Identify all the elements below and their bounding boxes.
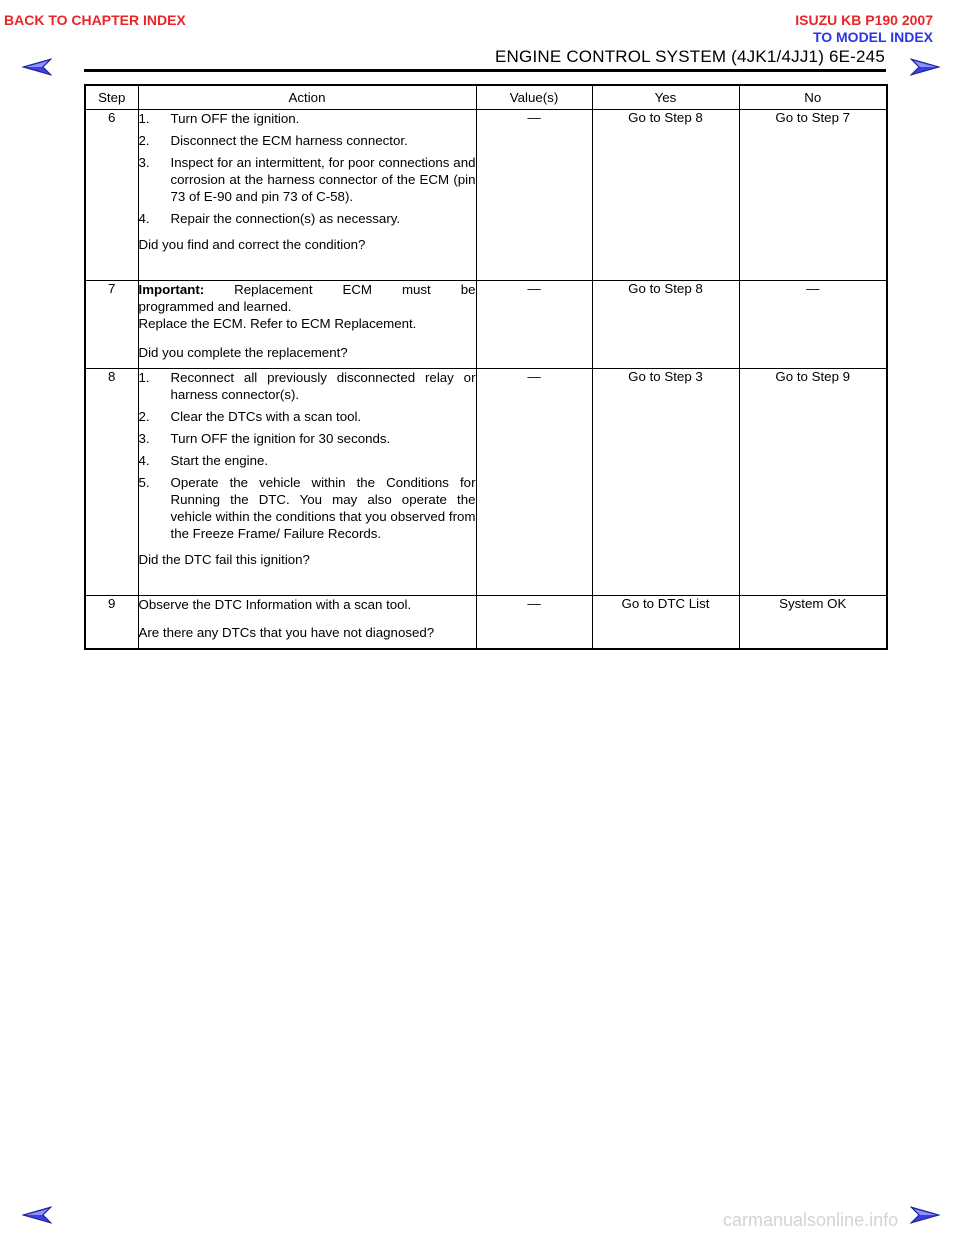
yes-result: Go to Step 8 [592, 110, 739, 281]
value-cell: — [476, 596, 592, 649]
footer-site-watermark: carmanualsonline.info [723, 1210, 899, 1230]
next-page-arrow-icon[interactable] [910, 1206, 940, 1224]
value-cell: — [476, 369, 592, 596]
instruction-text: Replace the ECM. Refer to ECM Replacement. [138, 316, 417, 331]
no-result: Go to Step 7 [739, 110, 887, 281]
page-title: ENGINE CONTROL SYSTEM (4JK1/4JJ1) 6E-245 [495, 47, 885, 66]
important-note: Important: Replacement ECM must be programmed and learned. [138, 282, 476, 314]
column-header-values: Value(s) [476, 85, 592, 110]
list-item: 4. Start the engine. [138, 453, 269, 468]
list-item: 2. Clear the DTCs with a scan tool. [138, 409, 362, 424]
list-item: 2. Disconnect the ECM harness connector. [138, 133, 408, 148]
step-number: 7 [85, 281, 138, 369]
step-number: 9 [85, 596, 138, 649]
table-row [85, 369, 887, 596]
action-cell [138, 596, 476, 649]
list-item: 4. Repair the connection(s) as necessary. [138, 211, 401, 226]
column-header-step: Step [85, 85, 138, 110]
list-item: 3. Inspect for an intermittent, for poor connections and corrosion at the harness connector of the ECM (pin 73 of E-90 and pin 73 of C-58). [138, 155, 476, 204]
list-item: 1. Reconnect all previously disconnected relay or harness connector(s). [138, 370, 476, 402]
no-result: Go to Step 9 [739, 369, 887, 596]
diagnostic-table [84, 84, 888, 650]
model-title-link[interactable]: ISUZU KB P190 2007 [795, 12, 933, 28]
important-label: Important: [138, 282, 205, 297]
action-cell [138, 369, 476, 596]
instruction-text: Observe the DTC Information with a scan tool. [138, 597, 412, 612]
table-header-row [85, 85, 887, 110]
table-row [85, 110, 887, 281]
table-row [85, 281, 887, 369]
prev-page-arrow-icon[interactable] [22, 58, 52, 76]
value-cell: — [476, 281, 592, 369]
to-model-index-link[interactable]: TO MODEL INDEX [812, 29, 933, 45]
step-number: 8 [85, 369, 138, 596]
no-result: — [739, 281, 887, 369]
header-rule [84, 69, 886, 72]
list-item: 5. Operate the vehicle within the Conditions for Running the DTC. You may also operate the vehicle within the conditions that you observed from the Freeze Frame/ Failure Records. [138, 475, 476, 541]
back-to-chapter-index-link[interactable]: BACK TO CHAPTER INDEX [4, 12, 186, 28]
question-text: Did you find and correct the condition? [138, 237, 366, 252]
question-text: Are there any DTCs that you have not diagnosed? [138, 625, 435, 640]
yes-result: Go to DTC List [592, 596, 739, 649]
yes-result: Go to Step 8 [592, 281, 739, 369]
action-cell [138, 281, 476, 369]
table-row [85, 596, 887, 649]
value-cell: — [476, 110, 592, 281]
list-item: 1. Turn OFF the ignition. [138, 111, 300, 126]
action-cell [138, 110, 476, 281]
question-text: Did the DTC fail this ignition? [138, 552, 310, 567]
list-item: 3. Turn OFF the ignition for 30 seconds. [138, 431, 391, 446]
no-result: System OK [739, 596, 887, 649]
column-header-no: No [739, 85, 887, 110]
prev-page-arrow-icon[interactable] [22, 1206, 52, 1224]
column-header-yes: Yes [592, 85, 739, 110]
step-number: 6 [85, 110, 138, 281]
yes-result: Go to Step 3 [592, 369, 739, 596]
question-text: Did you complete the replacement? [138, 345, 348, 360]
next-page-arrow-icon[interactable] [910, 58, 940, 76]
column-header-action: Action [138, 85, 476, 110]
